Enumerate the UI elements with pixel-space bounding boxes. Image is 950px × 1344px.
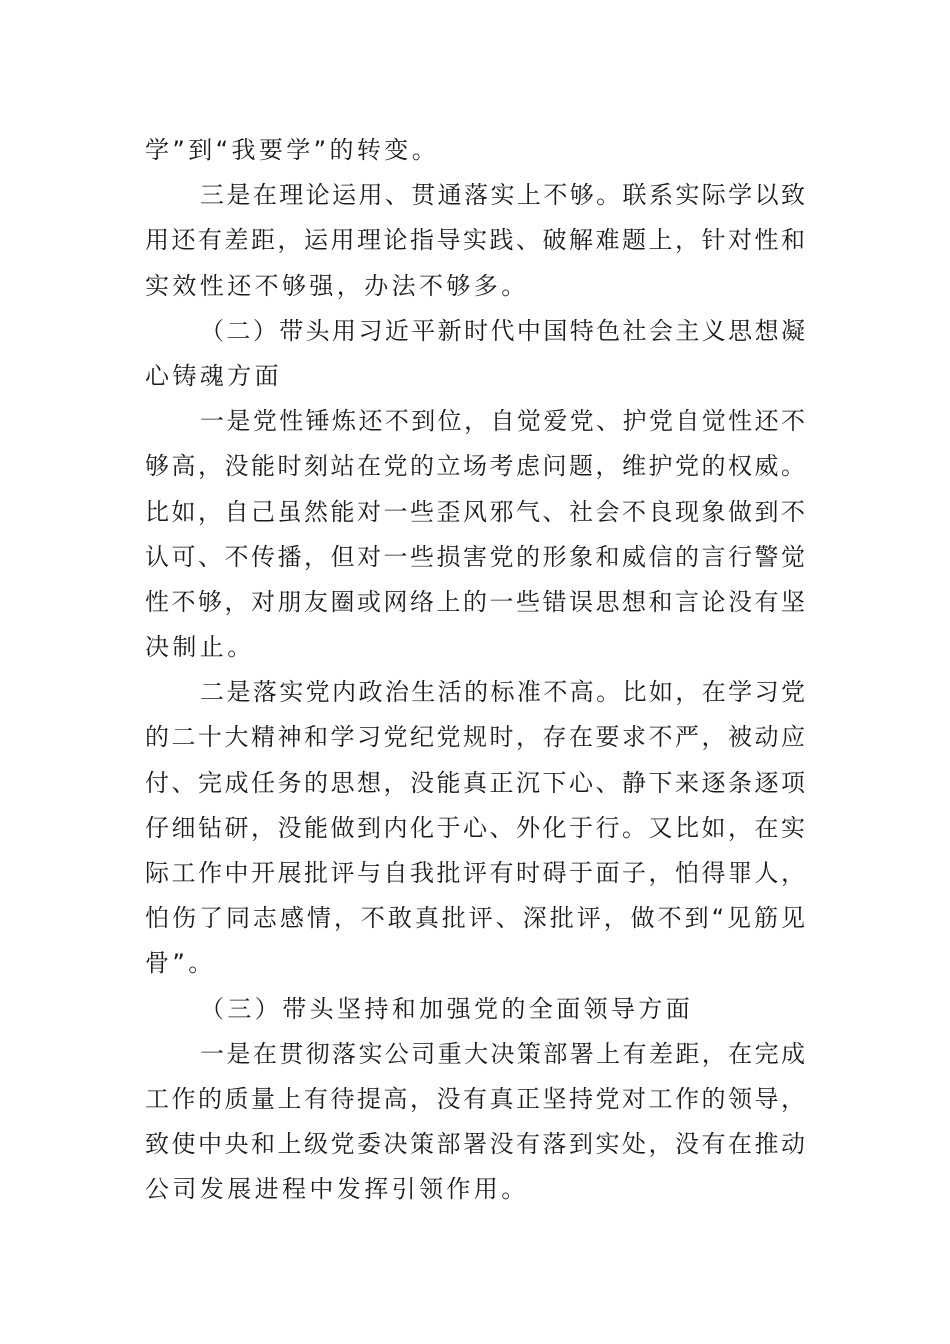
body-paragraph — [145, 173, 805, 309]
section-heading — [145, 309, 805, 399]
document-page — [145, 128, 805, 1213]
section-heading — [145, 987, 805, 1032]
body-paragraph — [145, 128, 805, 173]
text-line: 一是党性锤炼还不到位，自觉爱党、护党自觉性还不 — [200, 407, 805, 436]
text-line: 一是在贯彻落实公司重大决策部署上有差距，在完成 — [200, 1039, 805, 1068]
text-line: 的二十大精神和学习党纪党规时，存在要求不严，被动应 — [145, 723, 805, 752]
text-line: （二）带头用习近平新时代中国特色社会主义思想凝 — [200, 316, 805, 345]
text-line: 付、完成任务的思想，没能真正沉下心、静下来逐条逐项 — [145, 768, 805, 797]
text-line: 工作的质量上有待提高，没有真正坚持党对工作的领导， — [145, 1084, 805, 1113]
text-line: 学”到“我要学”的转变。 — [145, 136, 440, 164]
text-line: 怕伤了同志感情，不敢真批评、深批评，做不到“见筋见 — [145, 904, 805, 933]
text-line: 致使中央和上级党委决策部署没有落到实处，没有在推动 — [145, 1130, 805, 1159]
body-paragraph — [145, 670, 805, 986]
text-line: 够高，没能时刻站在党的立场考虑问题，维护党的权威。 — [145, 452, 805, 481]
body-paragraph — [145, 399, 805, 670]
text-line: 用还有差距，运用理论指导实践、破解难题上，针对性和 — [145, 226, 805, 255]
text-line: 三是在理论运用、贯通落实上不够。联系实际学以致 — [200, 181, 805, 210]
text-line: 决制止。 — [145, 633, 255, 662]
text-line: 认可、不传播，但对一些损害党的形象和威信的言行警觉 — [145, 542, 805, 571]
text-line: 心铸魂方面 — [145, 361, 282, 390]
text-line: 性不够，对朋友圈或网络上的一些错误思想和言论没有坚 — [145, 587, 805, 616]
text-line: 公司发展进程中发挥引领作用。 — [145, 1175, 529, 1204]
text-line: 骨”。 — [145, 949, 216, 978]
text-line: 际工作中开展批评与自我批评有时碍于面子，怕得罪人， — [145, 859, 805, 887]
text-line: 实效性还不够强，办法不够多。 — [145, 271, 529, 300]
text-line: （三）带头坚持和加强党的全面领导方面 — [200, 994, 694, 1023]
text-line: 二是落实党内政治生活的标准不高。比如，在学习党 — [200, 678, 805, 707]
text-line: 比如，自己虽然能对一些歪风邪气、社会不良现象做到不 — [145, 497, 805, 526]
text-line: 仔细钻研，没能做到内化于心、外化于行。又比如，在实 — [145, 813, 805, 842]
body-paragraph — [145, 1032, 805, 1213]
